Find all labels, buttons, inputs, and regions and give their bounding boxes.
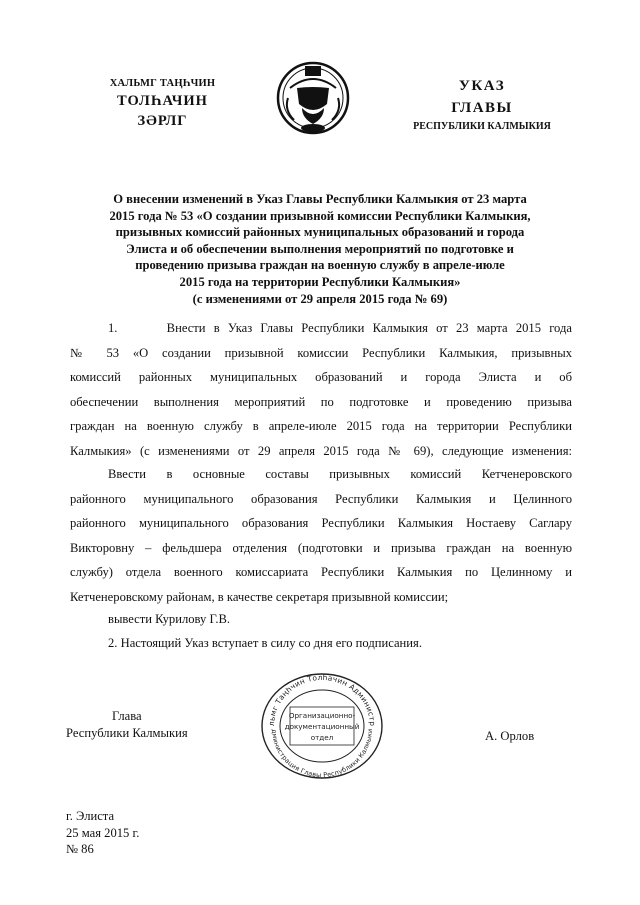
header-left-line1: ХАЛЬМГ ТАҢҺЧИН (109, 78, 216, 89)
paragraph-line: Калмыкия» (с изменениями от 29 апреля 2015 года № 69), следующие изменения: (70, 443, 572, 458)
title-line: призывных комиссий районных муниципальных образований и города (115, 225, 525, 240)
signature-position-line2: Республики Калмыкия (66, 726, 188, 740)
title-line: 2015 года № 53 «О создании призывной комиссии Республики Калмыкия, (109, 208, 531, 223)
emblem-icon (272, 58, 354, 136)
title-line: О внесении изменений в Указ Главы Республики Калмыкия от 23 марта (113, 192, 527, 206)
paragraph-line: № 53 «О создании призывной комиссии Республики Калмыкия, призывных (70, 345, 572, 360)
paragraph-line: районного муниципального образования Республики Калмыкия и Целинного (70, 491, 572, 506)
paragraph-line: граждан на военную службу в апреле-июле 2015 года на территории Республики (70, 419, 572, 433)
paragraph-4 (70, 631, 572, 656)
footer-date: 25 мая 2015 г. (66, 825, 140, 840)
stamp-inner-line1: Организационно- (288, 711, 356, 720)
signature-position-line1: Глава (112, 709, 142, 723)
stamp-inner-line3: отдел (310, 733, 334, 742)
header-left-kalmyk (95, 78, 230, 130)
official-stamp (256, 671, 388, 781)
header-right-line1: УКАЗ (458, 78, 506, 94)
paragraph-3 (70, 607, 572, 632)
paragraph-line: 1. Внести в Указ Главы Республики Калмыкия от 23 марта 2015 года (108, 321, 572, 335)
paragraph-line: Ввести в основные составы призывных комиссий Кетченеровского (108, 467, 572, 481)
header-right-russian (398, 78, 566, 132)
document-title (70, 191, 570, 307)
paragraph-line: вывести Курилову Г.В. (108, 612, 231, 626)
signatory-name: А. Орлов (485, 729, 535, 743)
paragraph-line: Кетченеровскому районам, в качестве секретаря призывной комиссии; (70, 589, 449, 604)
title-line: (с изменениями от 29 апреля 2015 года № 69) (192, 291, 448, 306)
header-right-line3: РЕСПУБЛИКИ КАЛМЫКИЯ (413, 121, 551, 132)
paragraph-line: 2. Настоящий Указ вступает в силу со дня его подписания. (108, 636, 422, 650)
paragraph-2 (70, 462, 572, 609)
title-line: 2015 года на территории Республики Калмыкия» (179, 274, 461, 289)
paragraph-line: комиссий районных муниципальных образований и города Элиста и об (70, 370, 572, 384)
footer-number: № 86 (66, 842, 94, 856)
coat-of-arms-emblem (272, 58, 354, 136)
paragraph-1 (70, 316, 572, 463)
document-footer (66, 808, 139, 858)
title-line: проведению призыва граждан на военную службу в апреле-июле (135, 258, 505, 273)
stamp-outer-text: льмг Таңһчин Толһачин Администр (266, 672, 378, 727)
paragraph-line: обеспечении выполнения мероприятий по подготовке и проведению призыва (70, 394, 572, 409)
stamp-seal-icon (256, 671, 388, 781)
paragraph-line: Викторовну – фельдшера отделения (подготовки и призыва граждан на военную (70, 540, 572, 555)
paragraph-line: районного муниципального образования Республики Калмыкия Ностаеву Саглару (70, 516, 572, 530)
footer-city: г. Элиста (66, 809, 115, 823)
paragraph-line: службу) отдела военного комиссариата Республики Калмыкия по Целинному и (70, 565, 572, 579)
header-right-line2: ГЛАВЫ (451, 100, 513, 116)
header-left-line3: ЗӘРЛГ (137, 113, 188, 129)
header-left-line2: ТОЛҺАЧИН (117, 93, 208, 109)
signature-position (66, 708, 188, 742)
stamp-outer-text-bottom: дминистрация Главы Республики Калмыки (269, 728, 375, 780)
title-line: Элиста и об обеспечении выполнения мероприятий по подготовке и (126, 241, 514, 256)
stamp-inner-line2: документационный (284, 722, 360, 731)
